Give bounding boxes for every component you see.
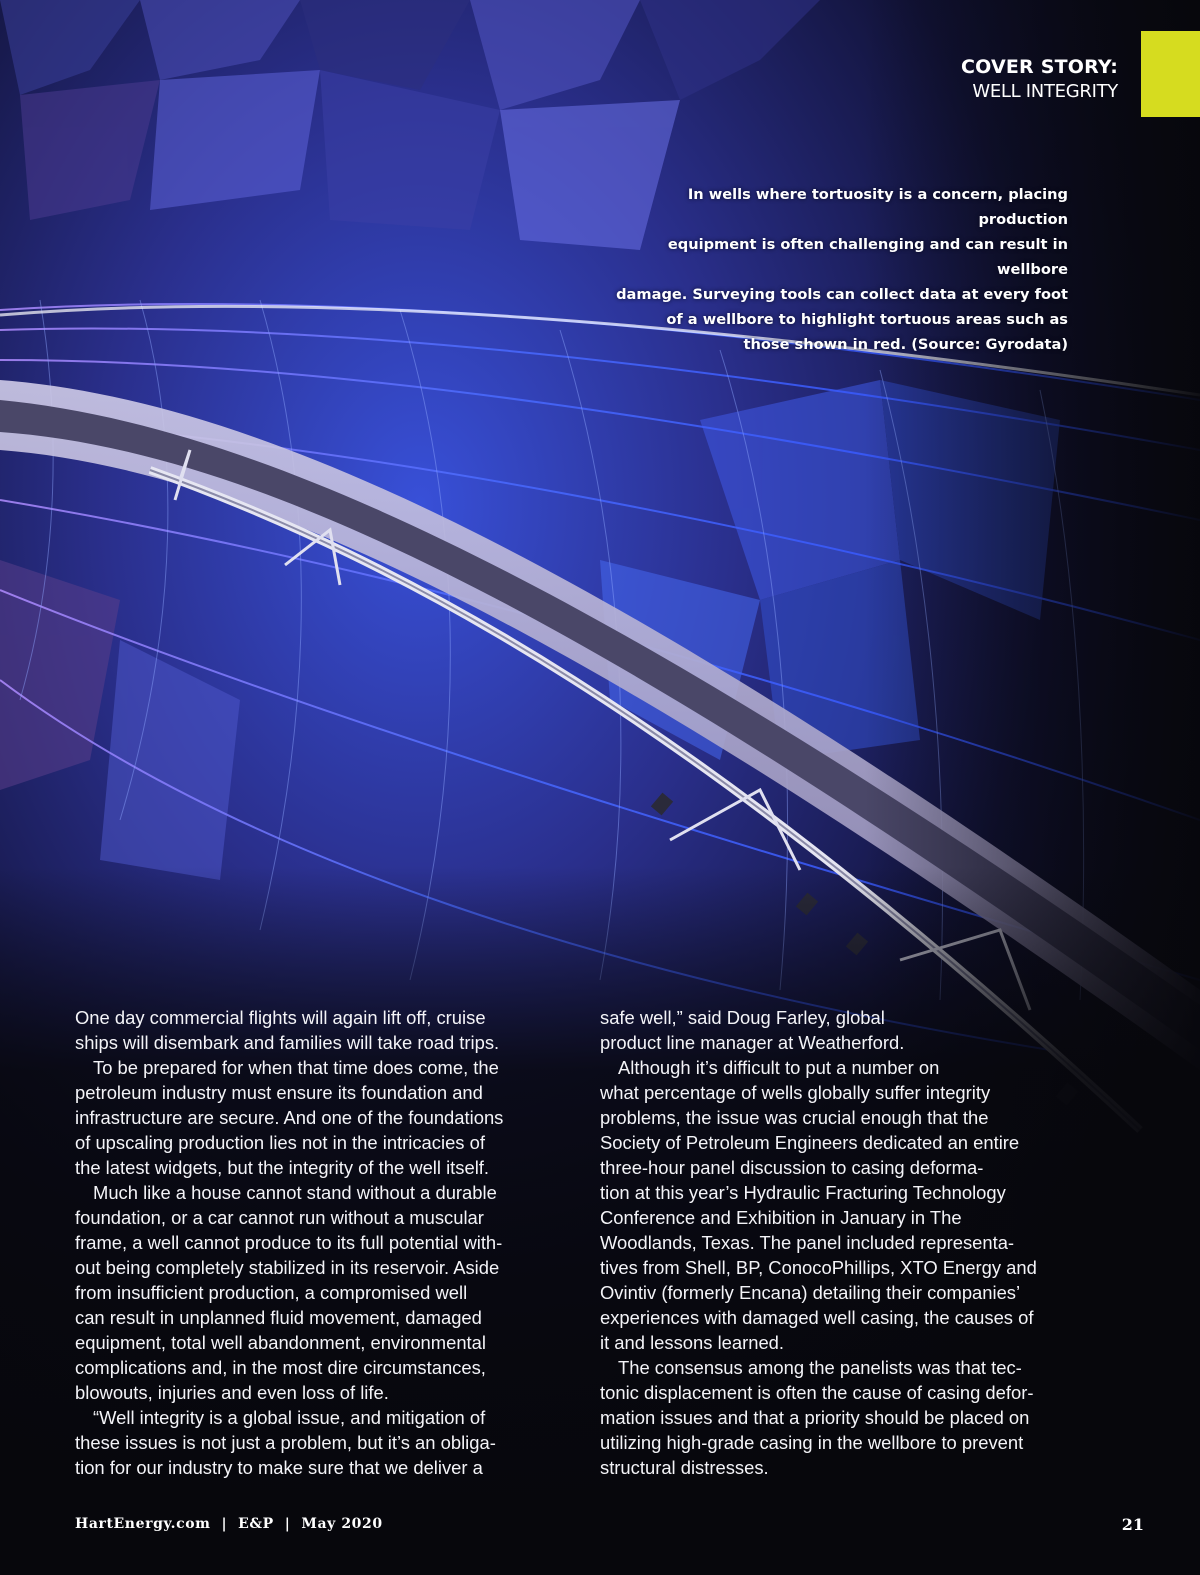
- article-line: “Well integrity is a global issue, and mitigation of: [93, 1407, 486, 1428]
- section-topic: WELL INTEGRITY: [972, 81, 1118, 102]
- article-line: tonic displacement is often the cause of casing defor-: [600, 1382, 1034, 1403]
- article-line: Society of Petroleum Engineers dedicated an entire: [600, 1132, 1020, 1153]
- article-line: frame, a well cannot produce to its full potential with-: [75, 1232, 503, 1253]
- caption-line: of a wellbore to highlight tortuous areas such as: [666, 311, 1068, 328]
- article-line: One day commercial flights will again lift off, cruise: [75, 1007, 486, 1028]
- article-line: safe well,” said Doug Farley, global: [600, 1007, 885, 1028]
- article-line: ships will disembark and families will take road trips.: [75, 1032, 500, 1053]
- article-line: can result in unplanned fluid movement, damaged: [75, 1307, 482, 1328]
- page-number: 21: [1121, 1515, 1144, 1534]
- article-line: The consensus among the panelists was that tec-: [618, 1357, 1022, 1378]
- article-line: mation issues and that a priority should be placed on: [600, 1407, 1030, 1428]
- section-tag: [961, 56, 1118, 102]
- image-caption: [598, 182, 1068, 357]
- article-line: tion for our industry to make sure that we deliver a: [75, 1457, 483, 1478]
- article-line: equipment, total well abandonment, environmental: [75, 1332, 486, 1353]
- article-line: blowouts, injuries and even loss of life.: [75, 1382, 389, 1403]
- article-column-left: [75, 1005, 565, 1480]
- caption-line: equipment is often challenging and can result in wellbore: [667, 236, 1068, 278]
- article-line: petroleum industry must ensure its foundation and: [75, 1082, 483, 1103]
- caption-line: In wells where tortuosity is a concern, placing production: [687, 186, 1068, 228]
- article-line: Conference and Exhibition in January in The: [600, 1207, 962, 1228]
- article-line: Woodlands, Texas. The panel included representa-: [600, 1232, 1015, 1253]
- article-line: structural distresses.: [600, 1457, 769, 1478]
- article-column-right: [600, 1005, 1100, 1480]
- article-line: product line manager at Weatherford.: [600, 1032, 905, 1053]
- article-line: To be prepared for when that time does come, the: [93, 1057, 499, 1078]
- article-line: from insufficient production, a compromised well: [75, 1282, 468, 1303]
- article-line: tives from Shell, BP, ConocoPhillips, XTO Energy and: [600, 1257, 1037, 1278]
- article-line: out being completely stabilized in its reservoir. Aside: [75, 1257, 500, 1278]
- caption-line: damage. Surveying tools can collect data at every foot: [616, 286, 1068, 303]
- article-line: experiences with damaged well casing, the causes of: [600, 1307, 1034, 1328]
- article-line: Much like a house cannot stand without a durable: [93, 1182, 497, 1203]
- article-line: Ovintiv (formerly Encana) detailing their companies’: [600, 1282, 1021, 1303]
- article-line: Although it’s difficult to put a number on: [618, 1057, 940, 1078]
- section-kicker: COVER STORY:: [960, 56, 1118, 78]
- article-line: the latest widgets, but the integrity of the well itself.: [75, 1157, 490, 1178]
- article-line: of upscaling production lies not in the intricacies of: [75, 1132, 485, 1153]
- article-line: three-hour panel discussion to casing deforma-: [600, 1157, 984, 1178]
- caption-line: those shown in red. (Source: Gyrodata): [743, 336, 1068, 353]
- article-line: problems, the issue was crucial enough that the: [600, 1107, 989, 1128]
- article-line: these issues is not just a problem, but it’s an obliga-: [75, 1432, 496, 1453]
- article-line: tion at this year’s Hydraulic Fracturing Technology: [600, 1182, 1006, 1203]
- publication-footer: HartEnergy.com | E&P | May 2020: [75, 1516, 383, 1532]
- article-line: it and lessons learned.: [600, 1332, 785, 1353]
- article-line: complications and, in the most dire circumstances,: [75, 1357, 486, 1378]
- article-line: what percentage of wells globally suffer integrity: [600, 1082, 991, 1103]
- article-line: foundation, or a car cannot run without a muscular: [75, 1207, 484, 1228]
- article-line: infrastructure are secure. And one of the foundations: [75, 1107, 504, 1128]
- section-color-block: [1141, 31, 1200, 117]
- article-line: utilizing high-grade casing in the wellbore to prevent: [600, 1432, 1024, 1453]
